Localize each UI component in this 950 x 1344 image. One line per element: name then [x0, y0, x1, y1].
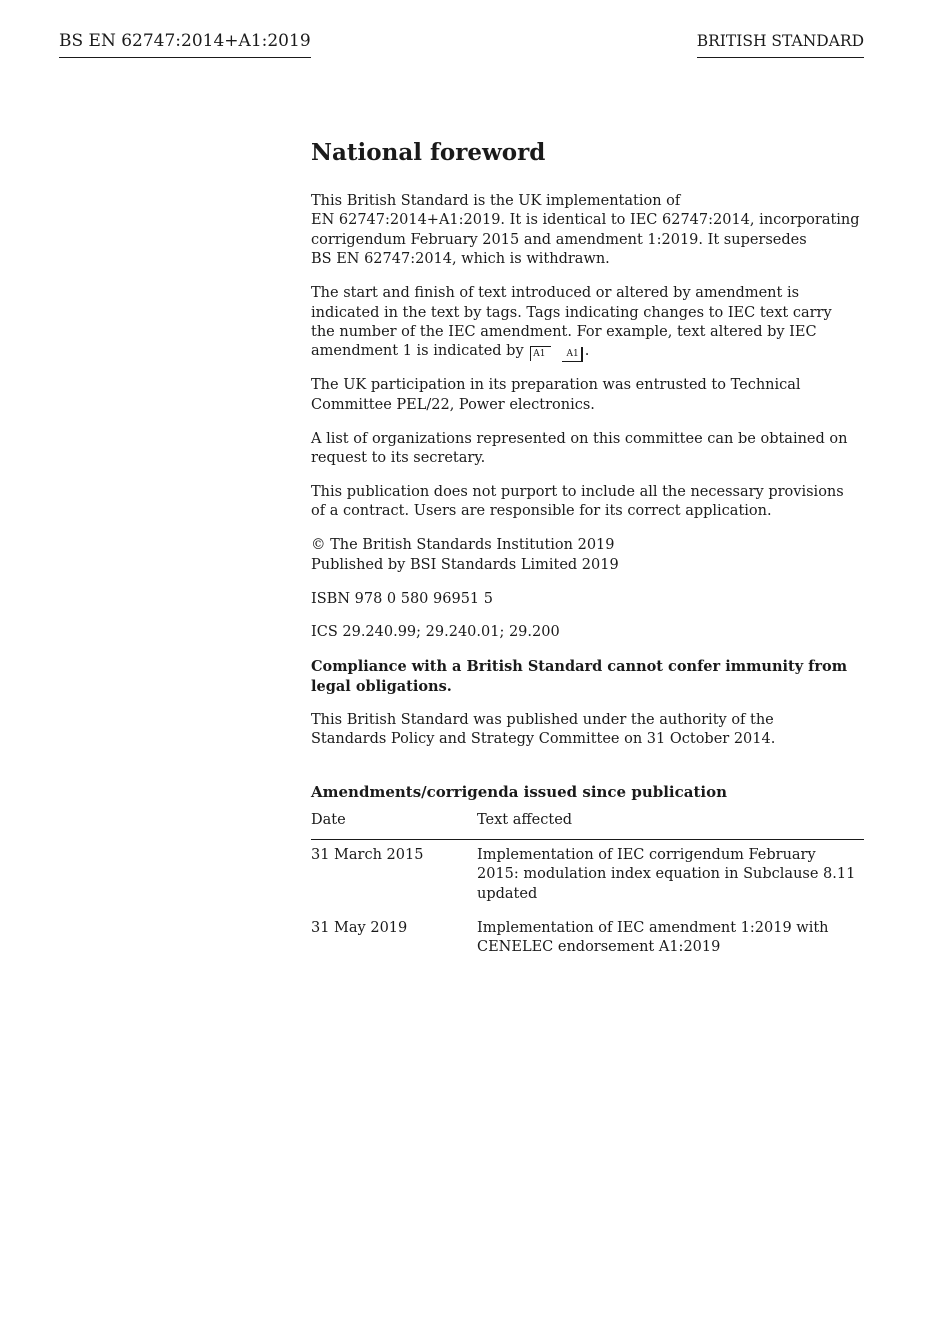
amendments-table [311, 811, 864, 972]
organizations-paragraph [311, 430, 864, 469]
amendment-date: 31 March 2015 [311, 846, 424, 863]
compliance-paragraph [311, 657, 864, 696]
tag-example-period: . [584, 343, 590, 360]
text-line: This British Standard was published under the authority of the [311, 711, 774, 728]
column-header-text-affected: Text affected [477, 811, 864, 839]
document-type-label: BRITISH STANDARD [697, 31, 864, 58]
amendments-heading: Amendments/corrigenda issued since publication [311, 783, 727, 802]
table-row [311, 919, 864, 973]
text-line: request to its secretary. [311, 449, 486, 466]
text-line: The UK participation in its preparation was entrusted to Technical [311, 377, 801, 394]
text-line: CENELEC endorsement A1:2019 [477, 939, 721, 956]
text-line: The start and finish of text introduced or altered by amendment is [311, 285, 800, 302]
text-line: EN 62747:2014+A1:2019. It is identical to IEC 62747:2014, incorporating [311, 212, 860, 229]
ics-paragraph [311, 623, 864, 642]
text-line: Implementation of IEC corrigendum February [477, 846, 816, 863]
amendment-text-affected [477, 839, 864, 919]
text-line: legal obligations. [311, 677, 452, 695]
table-row [311, 839, 864, 919]
text-line: Standards Policy and Strategy Committee on 31 October 2014. [311, 731, 776, 748]
text-line: corrigendum February 2015 and amendment 1:2019. It supersedes [311, 231, 807, 248]
text-line: © The British Standards Institution 2019 [311, 537, 615, 554]
text-line-with-tags [311, 342, 864, 361]
committee-paragraph [311, 376, 864, 415]
text-line: This British Standard is the UK implementation of [311, 193, 681, 209]
table-header-row [311, 811, 864, 839]
provisions-paragraph [311, 483, 864, 522]
amendment-date: 31 May 2019 [311, 920, 408, 937]
text-line: Committee PEL/22, Power electronics. [311, 396, 595, 413]
text-line: ICS 29.240.99; 29.240.01; 29.200 [311, 624, 560, 641]
text-line: A list of organizations represented on this committee can be obtained on [311, 430, 848, 447]
isbn-paragraph [311, 590, 864, 609]
text-line: Implementation of IEC amendment 1:2019 with [477, 920, 829, 937]
text-line: the number of the IEC amendment. For example, text altered by IEC [311, 323, 817, 340]
text-line: BS EN 62747:2014, which is withdrawn. [311, 251, 610, 268]
amendment-text-affected [477, 919, 864, 973]
amendment-start-tag: A1 [530, 346, 550, 361]
amendment-tags-paragraph [311, 284, 864, 362]
tag-example-text: amendment 1 is indicated by [311, 343, 524, 360]
document-reference: BS EN 62747:2014+A1:2019 [59, 30, 311, 58]
page-title: National foreword [311, 139, 546, 166]
implementation-paragraph [311, 192, 864, 270]
text-line: of a contract. Users are responsible for its correct application. [311, 503, 772, 520]
text-line: Compliance with a British Standard cannot confer immunity from [311, 658, 848, 676]
authority-paragraph [311, 711, 864, 750]
main-content [311, 138, 864, 973]
text-line: updated [477, 885, 538, 902]
text-line: indicated in the text by tags. Tags indicating changes to IEC text carry [311, 304, 832, 321]
copyright-paragraph [311, 536, 864, 575]
text-line: 2015: modulation index equation in Subclause 8.11 [477, 866, 856, 883]
text-line: ISBN 978 0 580 96951 5 [311, 590, 493, 607]
amendment-end-tag: A1 [562, 347, 583, 362]
column-header-date: Date [311, 811, 477, 839]
text-line: This publication does not purport to include all the necessary provisions [311, 483, 844, 500]
text-line: Published by BSI Standards Limited 2019 [311, 556, 619, 573]
